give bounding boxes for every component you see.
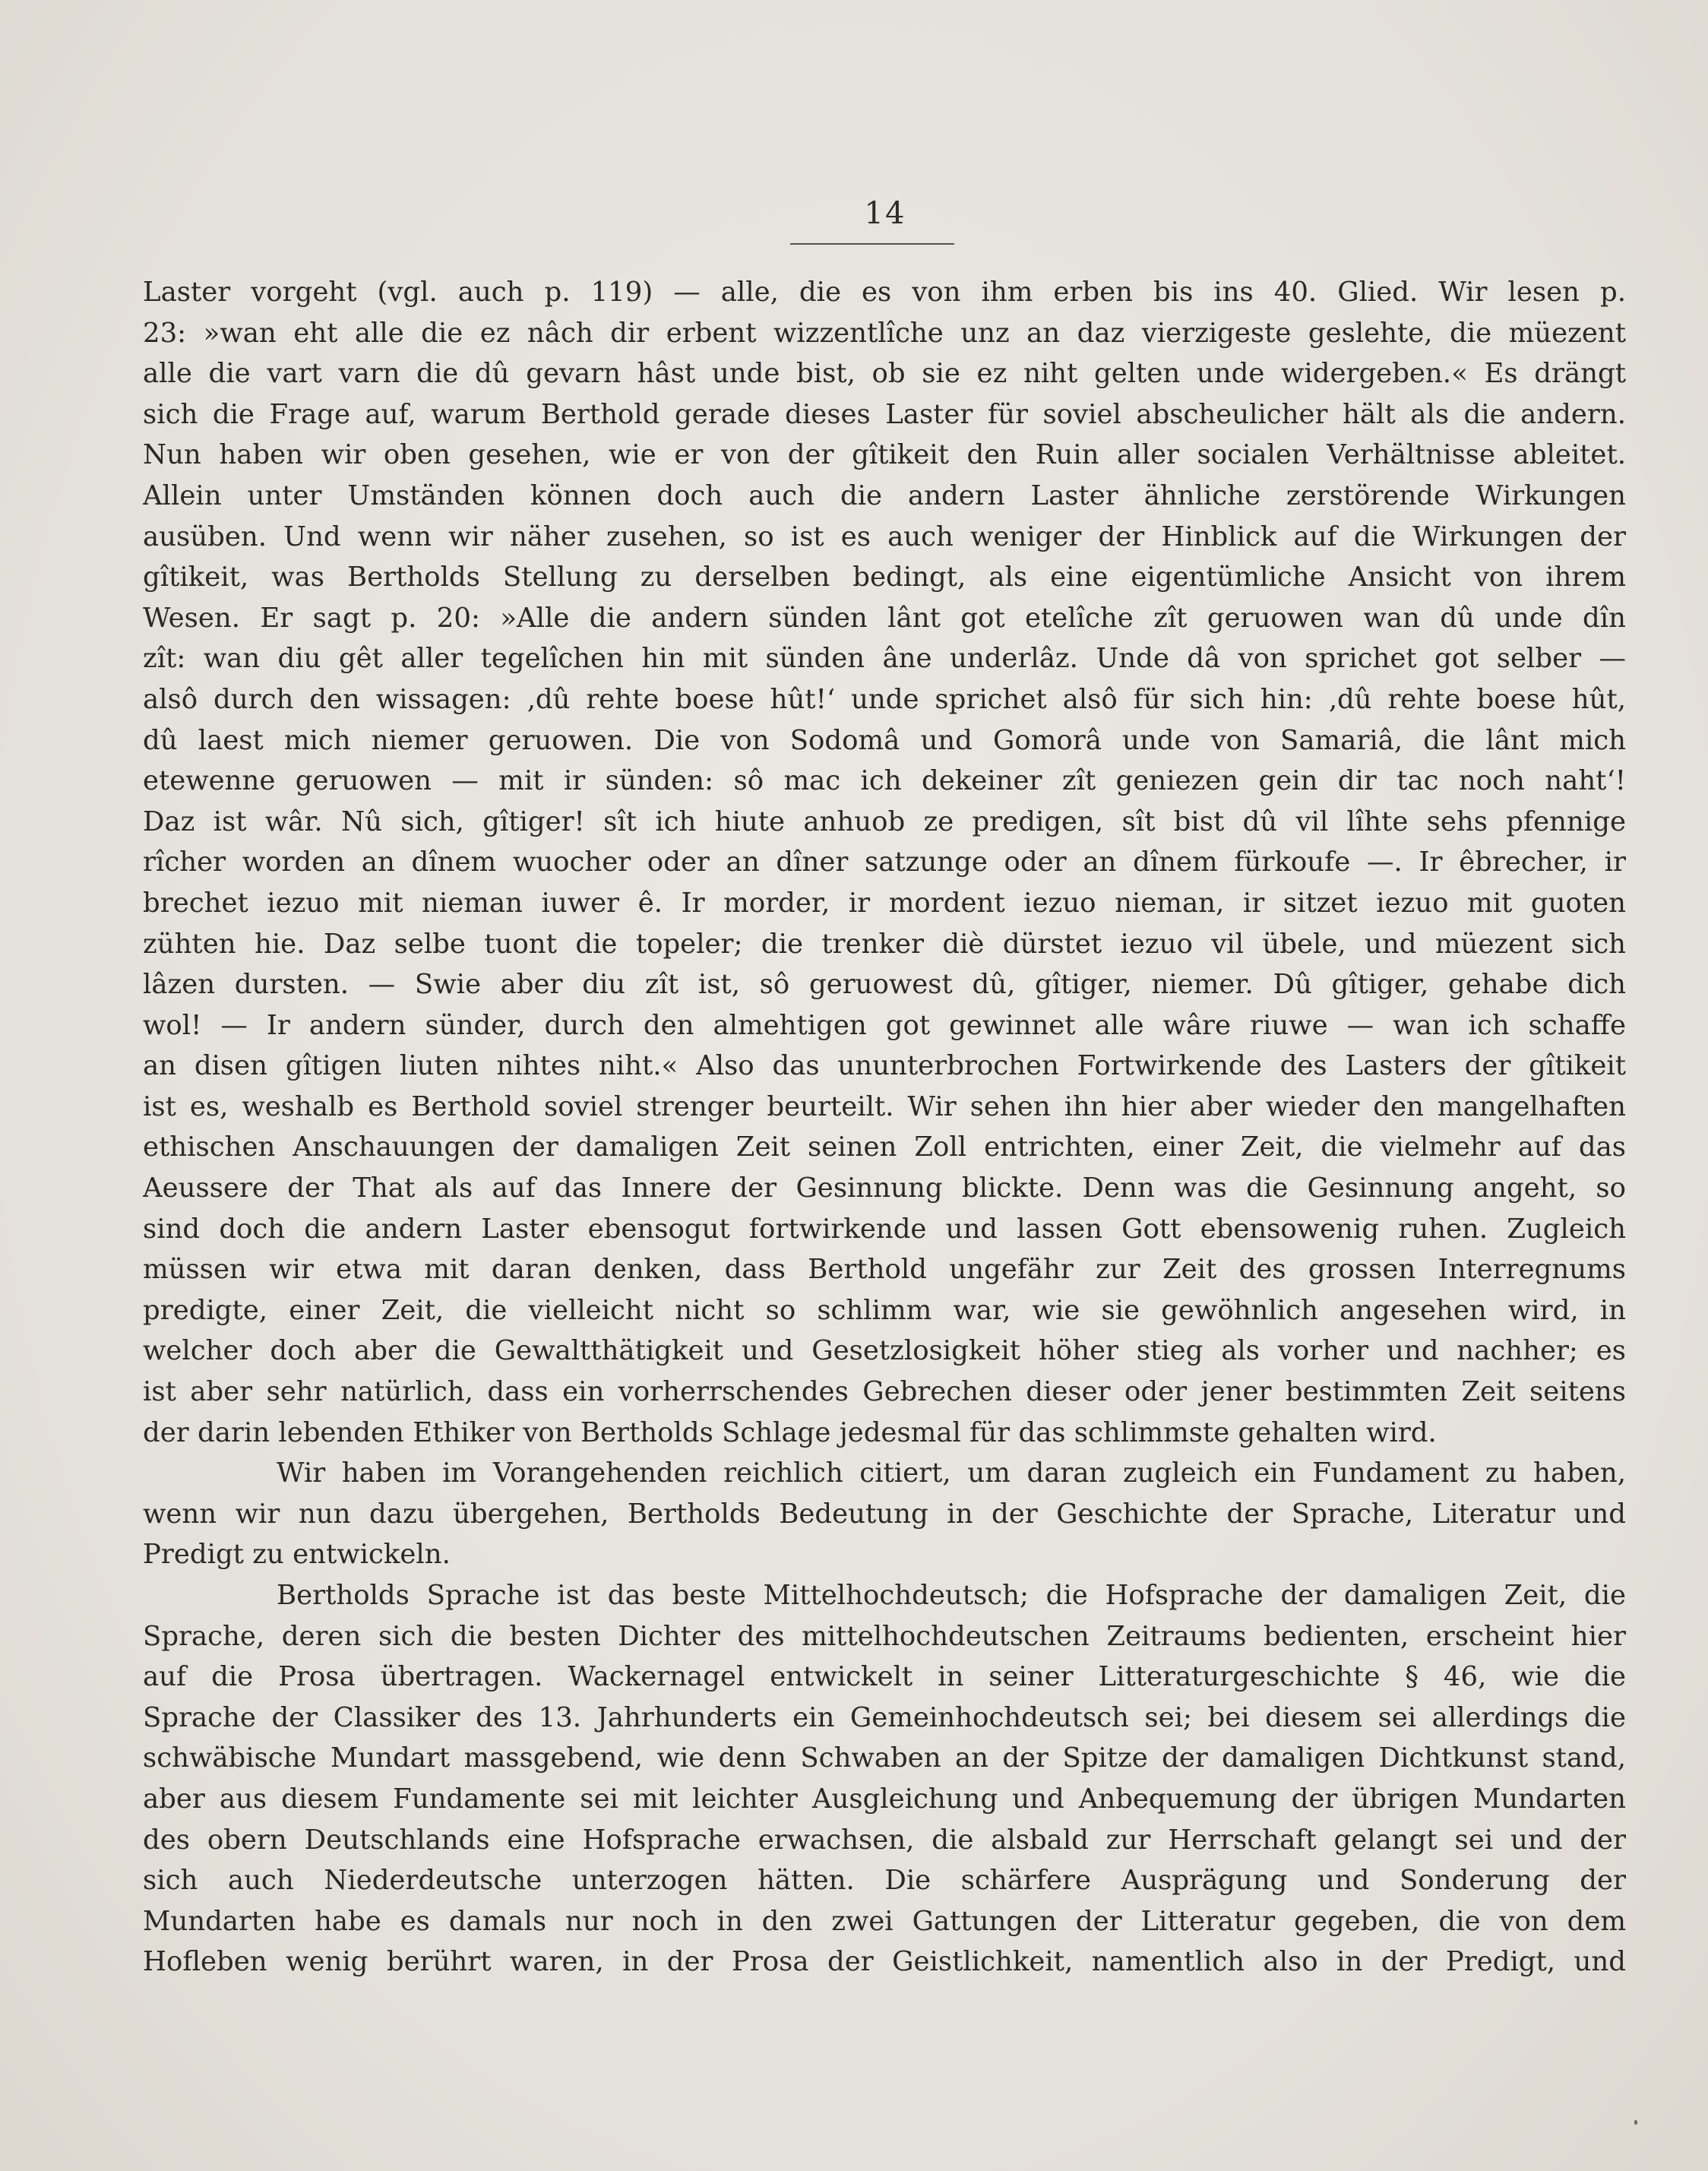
text-line: wol! — Ir andern sünder, durch den almehtigen got gewinnet alle wâre riuwe — wan ich schaffe	[143, 1009, 1626, 1041]
text-line: Predigt zu entwickeln.	[143, 1539, 451, 1571]
text-line: Laster vorgeht (vgl. auch p. 119) — alle, die es von ihm erben bis ins 40. Glied. Wir lesen p.	[143, 277, 1626, 308]
text-line: sich auch Niederdeutsche unterzogen hätten. Die schärfere Ausprägung und Sonderung der	[143, 1865, 1626, 1897]
text-line: Hofleben wenig berührt waren, in der Prosa der Geistlichkeit, namentlich also in der Predigt, und	[143, 1946, 1626, 1978]
text-line: aber aus diesem Fundamente sei mit leichter Ausgleichung und Anbequemung der übrigen Mundarten	[143, 1783, 1626, 1815]
text-line: gîtikeit, was Bertholds Stellung zu derselben bedingt, als eine eigentümliche Ansicht von ihrem	[143, 562, 1626, 593]
text-line: Mundarten habe es damals nur noch in den zwei Gattungen der Litteratur gegeben, die von dem	[143, 1905, 1626, 1937]
text-line: welcher doch aber die Gewaltthätigkeit und Gesetzlosigkeit höher stieg als vorher und nachher; es	[143, 1335, 1626, 1367]
text-line: lâzen dursten. — Swie aber diu zît ist, sô geruowest dû, gîtiger, niemer. Dû gîtiger, gehabe dich	[143, 969, 1626, 1001]
text-line: an disen gîtigen liuten nihtes niht.« Also das ununterbrochen Fortwirkende des Lasters der gîtikeit	[143, 1050, 1626, 1082]
text-line: alsô durch den wissagen: ‚dû rehte boese hût!‘ unde sprichet alsô für sich hin: ‚dû rehte boese hût,	[143, 683, 1626, 715]
text-line: sich die Frage auf, warum Berthold gerade dieses Laster für soviel abscheulicher hält als die andern.	[143, 398, 1626, 430]
text-line: Allein unter Umständen können doch auch die andern Laster ähnliche zerstörende Wirkungen	[143, 479, 1626, 511]
text-line: des obern Deutschlands eine Hofsprache erwachsen, die alsbald zur Herrschaft gelangt sei und der	[143, 1824, 1626, 1856]
text-line: 23: »wan eht alle die ez nâch dir erbent wizzentlîche unz an daz vierzigeste geslehte, die müezent	[143, 317, 1626, 349]
text-line: ethischen Anschauungen der damaligen Zeit seinen Zoll entrichten, einer Zeit, die vielmehr auf das	[143, 1131, 1626, 1163]
text-line: rîcher worden an dînem wuocher oder an dîner satzunge oder an dînem fürkoufe —. Ir êbrecher, ir	[143, 847, 1626, 878]
text-line: brechet iezuo mit nieman iuwer ê. Ir morder, ir mordent iezuo nieman, ir sitzet iezuo mit guoten	[143, 887, 1626, 919]
text-line: zît: wan diu gêt aller tegelîchen hin mit sünden âne underlâz. Unde dâ von sprichet got selber —	[143, 643, 1626, 675]
page-number-rule	[790, 243, 954, 245]
text-line: Sprache der Classiker des 13. Jahrhunderts ein Gemeinhochdeutsch sei; bei diesem sei allerdings die	[143, 1701, 1626, 1733]
body-text	[143, 272, 1626, 1983]
paper-speck	[1634, 2120, 1637, 2125]
paragraph-start-line: Wir haben im Vorangehenden reichlich citiert, um daran zugleich ein Fundament zu haben,	[277, 1457, 1626, 1489]
text-line: Wesen. Er sagt p. 20: »Alle die andern sünden lânt got etelîche zît geruowen wan dû unde dîn	[143, 602, 1626, 634]
text-line: der darin lebenden Ethiker von Bertholds Schlage jedesmal für das schlimmste gehalten wird.	[143, 1416, 1437, 1448]
text-line: predigte, einer Zeit, die vielleicht nicht so schlimm war, wie sie gewöhnlich angesehen wird, in	[143, 1294, 1626, 1326]
text-line: Nun haben wir oben gesehen, wie er von der gîtikeit den Ruin aller socialen Verhältnisse ableitet.	[143, 439, 1626, 471]
text-line: Daz ist wâr. Nû sich, gîtiger! sît ich hiute anhuob ze predigen, sît bist dû vil lîhte sehs pfennige	[143, 805, 1626, 837]
text-line: ist es, weshalb es Berthold soviel strenger beurteilt. Wir sehen ihn hier aber wieder den mangelhaften	[143, 1090, 1626, 1122]
text-line: zühten hie. Daz selbe tuont die topeler; die trenker diè dürstet iezuo vil übele, und müezent sich	[143, 928, 1626, 960]
text-line: dû laest mich niemer geruowen. Die von Sodomâ und Gomorâ unde von Samariâ, die lânt mich	[143, 724, 1626, 756]
text-line: auf die Prosa übertragen. Wackernagel entwickelt in seiner Litteraturgeschichte § 46, wie die	[143, 1661, 1626, 1693]
text-line: wenn wir nun dazu übergehen, Bertholds Bedeutung in der Geschichte der Sprache, Literatur und	[143, 1498, 1626, 1530]
text-line: alle die vart varn die dû gevarn hâst unde bist, ob sie ez niht gelten unde widergeben.« Es drängt	[143, 358, 1626, 390]
paragraph-start-line: Bertholds Sprache ist das beste Mittelhochdeutsch; die Hofsprache der damaligen Zeit, die	[277, 1580, 1626, 1611]
text-line: Sprache, deren sich die besten Dichter des mittelhochdeutschen Zeitraums bedienten, erscheint hier	[143, 1620, 1626, 1652]
text-line: ausüben. Und wenn wir näher zusehen, so ist es auch weniger der Hinblick auf die Wirkungen der	[143, 521, 1626, 552]
text-line: Aeussere der That als auf das Innere der Gesinnung blickte. Denn was die Gesinnung angeht, so	[143, 1173, 1626, 1204]
text-line: schwäbische Mundart massgebend, wie denn Schwaben an der Spitze der damaligen Dichtkunst stand,	[143, 1742, 1626, 1774]
text-line: sind doch die andern Laster ebensogut fortwirkende und lassen Gott ebensowenig ruhen. Zugleich	[143, 1213, 1626, 1245]
text-line: müssen wir etwa mit daran denken, dass Berthold ungefähr zur Zeit des grossen Interregnums	[143, 1254, 1626, 1286]
page-number: 14	[864, 196, 906, 231]
text-line: etewenne geruowen — mit ir sünden: sô mac ich dekeiner zît geniezen gein dir tac noch naht‘!	[143, 765, 1626, 797]
text-line: ist aber sehr natürlich, dass ein vorherrschendes Gebrechen dieser oder jener bestimmten Zeit seitens	[143, 1376, 1626, 1408]
